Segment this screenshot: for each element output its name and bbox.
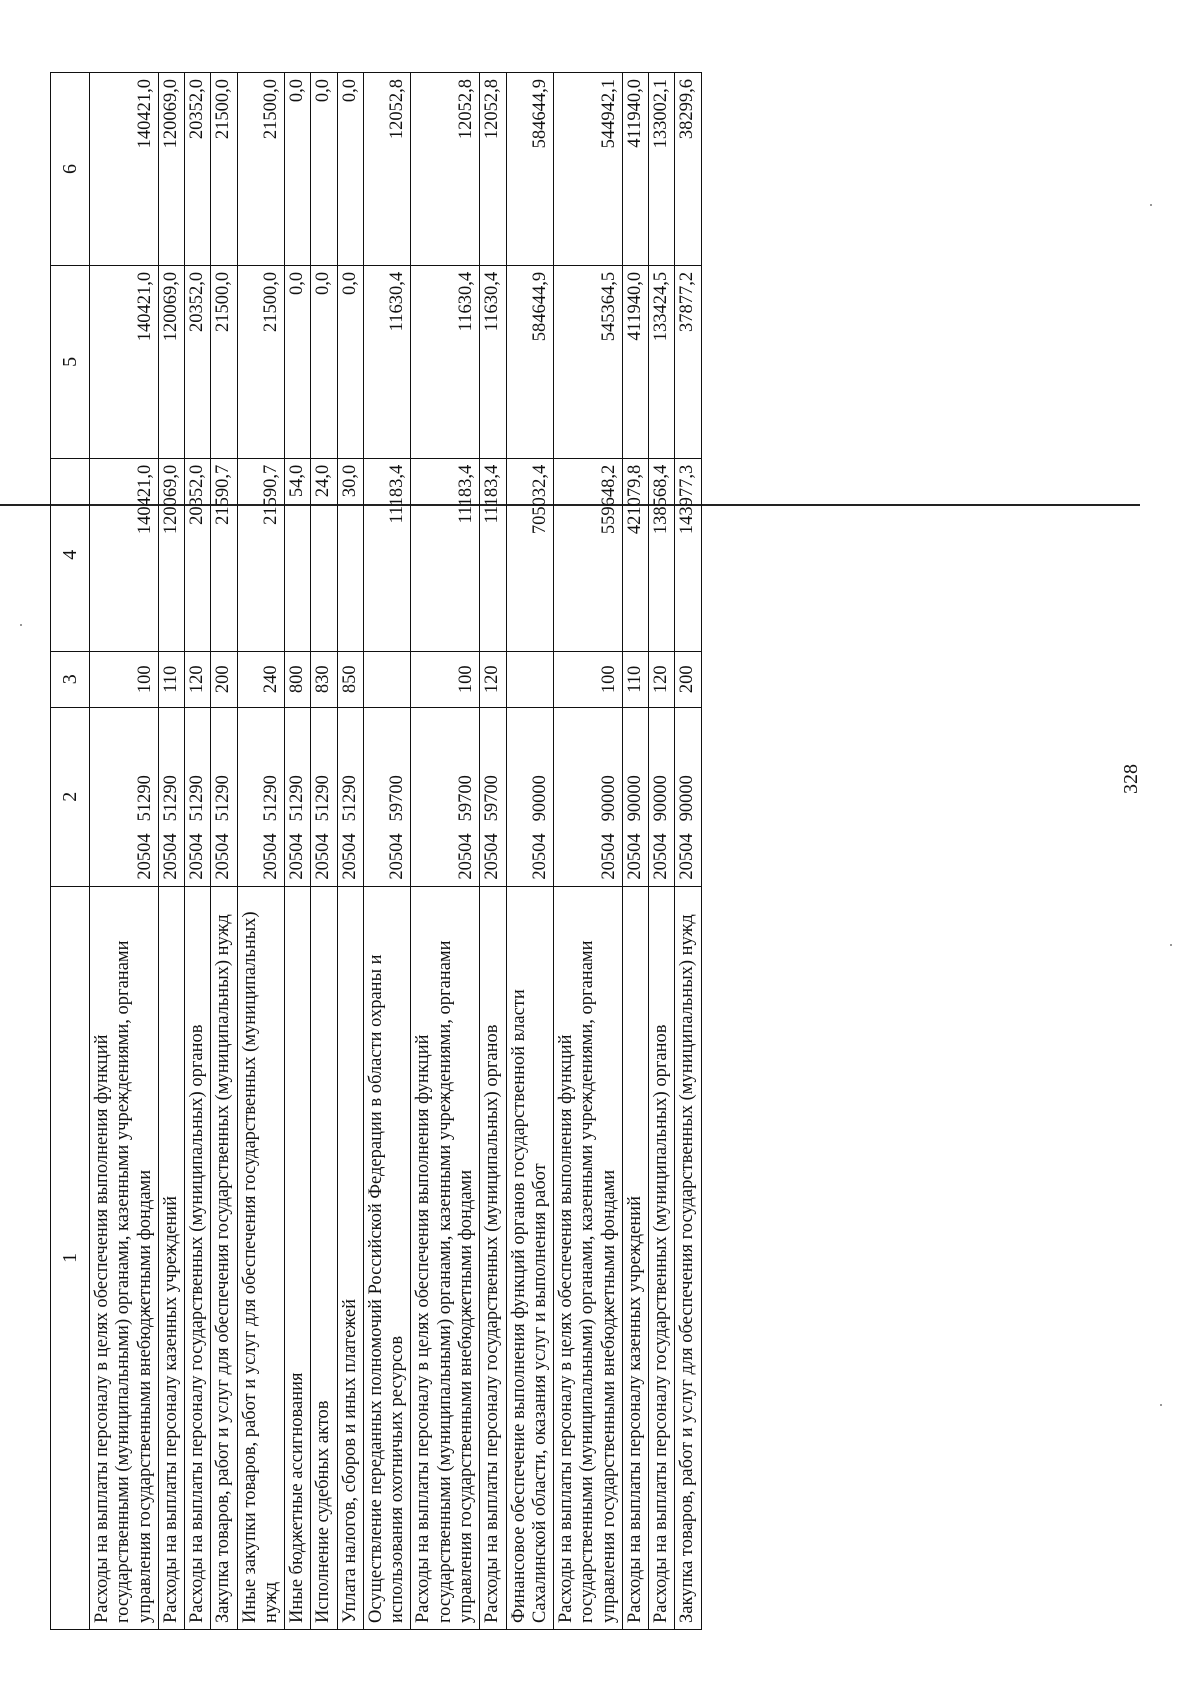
- expense-kind-code: 100: [554, 651, 623, 707]
- table-row: [237, 73, 285, 1630]
- budget-code: [411, 707, 480, 886]
- expense-name: Уплата налогов, сборов и иных платежей: [337, 886, 363, 1629]
- section-code: 20504: [313, 833, 334, 880]
- article-code: 51290: [260, 775, 281, 822]
- amount-col5: 545364,5: [554, 265, 623, 458]
- article-code: 90000: [677, 775, 698, 822]
- amount-col5: 37877,2: [675, 265, 701, 458]
- article-code: 59700: [387, 775, 408, 822]
- amount-col5: 0,0: [311, 265, 337, 458]
- expense-name: Расходы на выплаты персоналу государственных (муниципальных) органов: [480, 886, 506, 1629]
- amount-col4: 54,0: [285, 458, 311, 651]
- expense-name: Иные бюджетные ассигнования: [285, 886, 311, 1629]
- amount-col4: 143977,3: [675, 458, 701, 651]
- budget-code: [622, 707, 648, 886]
- table-row: [285, 73, 311, 1630]
- column-header: 4: [51, 458, 90, 651]
- expense-kind-code: 200: [675, 651, 701, 707]
- section-code: 20504: [387, 833, 408, 880]
- table-row: [185, 73, 211, 1630]
- article-code: 90000: [598, 775, 619, 822]
- budget-code: [506, 707, 554, 886]
- expense-name: Закупка товаров, работ и услуг для обеспечения государственных (муниципальных) нужд: [211, 886, 237, 1629]
- amount-col5: 411940,0: [622, 265, 648, 458]
- table-header-row: [51, 73, 90, 1630]
- table-row: [411, 73, 480, 1630]
- column-header: 2: [51, 707, 90, 886]
- table-row: [480, 73, 506, 1630]
- scan-speck: [1150, 204, 1152, 206]
- section-code: 20504: [677, 833, 698, 880]
- amount-col4: 138568,4: [649, 458, 675, 651]
- amount-col5: 0,0: [337, 265, 363, 458]
- section-code: 20504: [482, 833, 503, 880]
- expense-name: Расходы на выплаты персоналу казенных учреждений: [622, 886, 648, 1629]
- amount-col6: 133002,1: [649, 73, 675, 266]
- expense-name: Осуществление переданных полномочий Российской Федерации в области охраны и использования охотничьих ресурсов: [363, 886, 411, 1629]
- expense-kind-code: 120: [185, 651, 211, 707]
- amount-col4: 24,0: [311, 458, 337, 651]
- scan-speck: [1170, 944, 1172, 946]
- amount-col5: 11630,4: [480, 265, 506, 458]
- amount-col6: 38299,6: [675, 73, 701, 266]
- section-code: 20504: [598, 833, 619, 880]
- expense-kind-code: [363, 651, 411, 707]
- amount-col4: 30,0: [337, 458, 363, 651]
- table-row: [337, 73, 363, 1630]
- budget-table: [50, 72, 702, 1630]
- budget-code: [480, 707, 506, 886]
- article-code: 51290: [160, 775, 181, 822]
- amount-col5: 20352,0: [185, 265, 211, 458]
- budget-code: [90, 707, 159, 886]
- amount-col5: 21500,0: [211, 265, 237, 458]
- expense-kind-code: 800: [285, 651, 311, 707]
- amount-col4: 421079,8: [622, 458, 648, 651]
- budget-code: [649, 707, 675, 886]
- table-row: [506, 73, 554, 1630]
- expense-name: Расходы на выплаты персоналу казенных учреждений: [158, 886, 184, 1629]
- table-row: [90, 73, 159, 1630]
- budget-code: [337, 707, 363, 886]
- budget-code: [158, 707, 184, 886]
- table-row: [311, 73, 337, 1630]
- expense-kind-code: [506, 651, 554, 707]
- expense-name: Иные закупки товаров, работ и услуг для обеспечения государственных (муниципальных) нужд: [237, 886, 285, 1629]
- table-row: [675, 73, 701, 1630]
- scan-speck: [20, 624, 22, 626]
- amount-col6: 12052,8: [363, 73, 411, 266]
- amount-col5: 584644,9: [506, 265, 554, 458]
- amount-col5: 21500,0: [237, 265, 285, 458]
- amount-col6: 140421,0: [90, 73, 159, 266]
- amount-col4: 11183,4: [480, 458, 506, 651]
- expense-name: Расходы на выплаты персоналу в целях обеспечения выполнения функций государственными (муниципальными) органами, казенными учреждениями, органами управления государственными внебюджетными фондами: [90, 886, 159, 1629]
- amount-col5: 140421,0: [90, 265, 159, 458]
- budget-code: [675, 707, 701, 886]
- expense-kind-code: 830: [311, 651, 337, 707]
- section-code: 20504: [339, 833, 360, 880]
- amount-col5: 11630,4: [363, 265, 411, 458]
- expense-name: Расходы на выплаты персоналу в целях обеспечения выполнения функций государственными (муниципальными) органами, казенными учреждениями, органами управления государственными внебюджетными фондами: [554, 886, 623, 1629]
- amount-col5: 0,0: [285, 265, 311, 458]
- expense-kind-code: 100: [90, 651, 159, 707]
- article-code: 51290: [213, 775, 234, 822]
- table-row: [554, 73, 623, 1630]
- amount-col6: 584644,9: [506, 73, 554, 266]
- expense-kind-code: 240: [237, 651, 285, 707]
- article-code: 51290: [187, 775, 208, 822]
- amount-col6: 544942,1: [554, 73, 623, 266]
- page-number: 328: [1120, 764, 1142, 794]
- article-code: 59700: [455, 775, 476, 822]
- amount-col4: 20352,0: [185, 458, 211, 651]
- amount-col6: 0,0: [311, 73, 337, 266]
- expense-kind-code: 100: [411, 651, 480, 707]
- section-code: 20504: [624, 833, 645, 880]
- amount-col4: 559648,2: [554, 458, 623, 651]
- column-header: 3: [51, 651, 90, 707]
- section-code: 20504: [455, 833, 476, 880]
- table-row: [649, 73, 675, 1630]
- amount-col4: 705032,4: [506, 458, 554, 651]
- column-header: 5: [51, 265, 90, 458]
- amount-col4: 21590,7: [237, 458, 285, 651]
- budget-code: [311, 707, 337, 886]
- section-code: 20504: [529, 833, 550, 880]
- amount-col6: 21500,0: [237, 73, 285, 266]
- amount-col5: 120069,0: [158, 265, 184, 458]
- expense-kind-code: 110: [158, 651, 184, 707]
- section-code: 20504: [187, 833, 208, 880]
- expense-name: Расходы на выплаты персоналу государственных (муниципальных) органов: [649, 886, 675, 1629]
- budget-code: [554, 707, 623, 886]
- expense-kind-code: 120: [480, 651, 506, 707]
- section-code: 20504: [287, 833, 308, 880]
- amount-col4: 11183,4: [363, 458, 411, 651]
- column-header: 1: [51, 886, 90, 1629]
- section-code: 20504: [134, 833, 155, 880]
- amount-col6: 411940,0: [622, 73, 648, 266]
- amount-col6: 12052,8: [411, 73, 480, 266]
- amount-col4: 120069,0: [158, 458, 184, 651]
- expense-name: Финансовое обеспечение выполнения функций органов государственной власти Сахалинской области, оказания услуг и выполнения работ: [506, 886, 554, 1629]
- table-row: [363, 73, 411, 1630]
- article-code: 51290: [339, 775, 360, 822]
- column-header: 6: [51, 73, 90, 266]
- scan-speck: [1160, 1404, 1162, 1406]
- amount-col6: 20352,0: [185, 73, 211, 266]
- expense-name: Расходы на выплаты персоналу в целях обеспечения выполнения функций государственными (муниципальными) органами, казенными учреждениями, органами управления государственными внебюджетными фондами: [411, 886, 480, 1629]
- expense-name: Закупка товаров, работ и услуг для обеспечения государственных (муниципальных) нужд: [675, 886, 701, 1629]
- article-code: 90000: [651, 775, 672, 822]
- article-code: 51290: [287, 775, 308, 822]
- amount-col6: 12052,8: [480, 73, 506, 266]
- amount-col6: 21500,0: [211, 73, 237, 266]
- section-code: 20504: [160, 833, 181, 880]
- article-code: 51290: [313, 775, 334, 822]
- budget-code: [285, 707, 311, 886]
- expense-kind-code: 120: [649, 651, 675, 707]
- amount-col5: 133424,5: [649, 265, 675, 458]
- article-code: 90000: [624, 775, 645, 822]
- budget-code: [185, 707, 211, 886]
- expense-name: Исполнение судебных актов: [311, 886, 337, 1629]
- expense-kind-code: 200: [211, 651, 237, 707]
- section-code: 20504: [651, 833, 672, 880]
- table-row: [158, 73, 184, 1630]
- expense-kind-code: 110: [622, 651, 648, 707]
- expense-name: Расходы на выплаты персоналу государственных (муниципальных) органов: [185, 886, 211, 1629]
- amount-col4: 11183,4: [411, 458, 480, 651]
- amount-col6: 0,0: [337, 73, 363, 266]
- amount-col4: 21590,7: [211, 458, 237, 651]
- expense-kind-code: 850: [337, 651, 363, 707]
- article-code: 51290: [134, 775, 155, 822]
- section-code: 20504: [260, 833, 281, 880]
- budget-code: [237, 707, 285, 886]
- article-code: 59700: [482, 775, 503, 822]
- table-row: [211, 73, 237, 1630]
- amount-col6: 120069,0: [158, 73, 184, 266]
- article-code: 90000: [529, 775, 550, 822]
- budget-code: [211, 707, 237, 886]
- amount-col5: 11630,4: [411, 265, 480, 458]
- table-body: [90, 73, 702, 1630]
- amount-col6: 0,0: [285, 73, 311, 266]
- amount-col4: 140421,0: [90, 458, 159, 651]
- budget-code: [363, 707, 411, 886]
- table-row: [622, 73, 648, 1630]
- section-code: 20504: [213, 833, 234, 880]
